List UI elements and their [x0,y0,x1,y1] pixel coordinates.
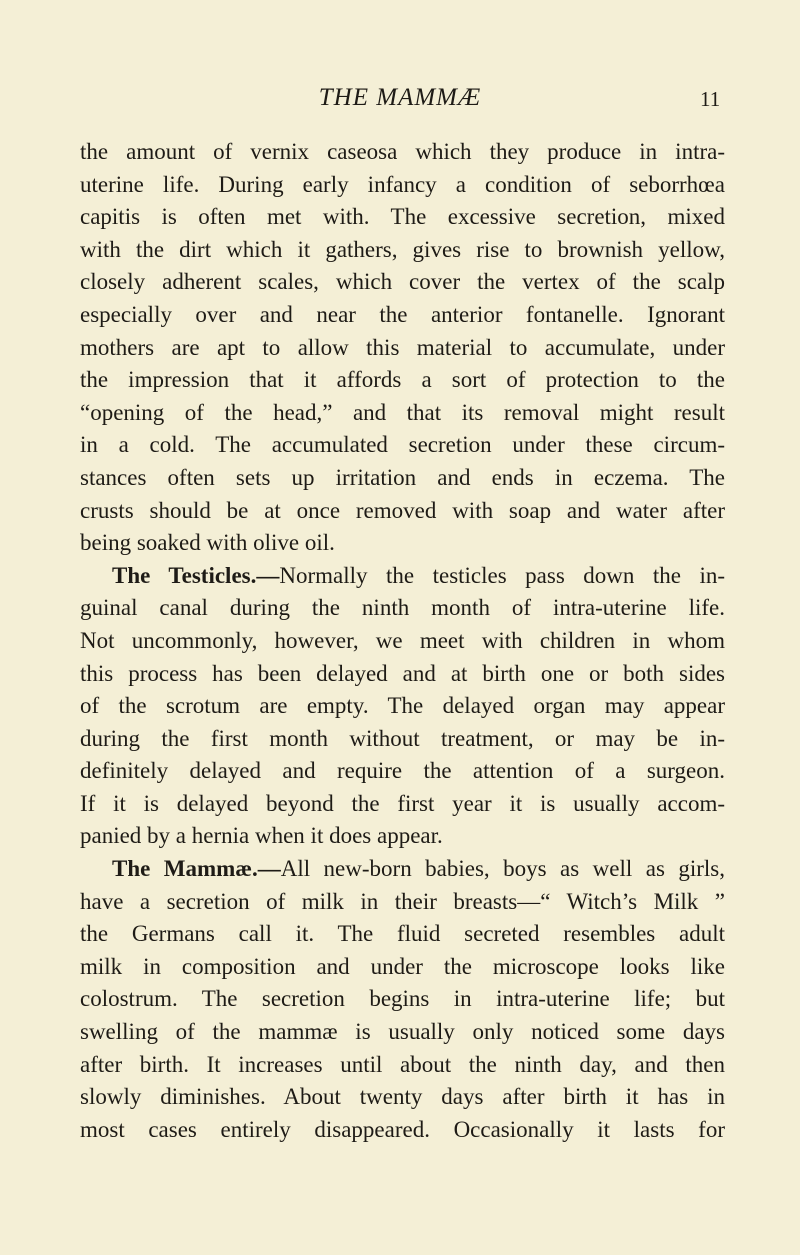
text-line: after birth. It increases until about the ninth day, and then [80,1051,725,1077]
text-line: of the scrotum are empty. The delayed organ may appear [80,693,725,719]
text-line: with the dirt which it gathers, gives rise to brownish yellow, [80,236,725,262]
paragraph-testicles-first-line [80,560,725,593]
text-line: the impression that it affords a sort of protection to the [80,367,725,393]
text-line: the Germans call it. The fluid secreted resembles adult [80,921,725,947]
text-line: definitely delayed and require the attention of a surgeon. [80,758,725,784]
text-line: being soaked with olive oil. [80,530,335,556]
section-heading-mammae: The Mammæ.— [112,856,281,882]
page-number: 11 [700,87,721,111]
running-title: THE MAMMÆ [318,84,482,111]
text-line: slowly diminishes. About twenty days after birth it has in [80,1084,725,1110]
text-line: stances often sets up irritation and ends in eczema. The [80,464,725,490]
text-line: closely adherent scales, which cover the vertex of the scalp [80,269,725,295]
text-line: Normally the testicles pass down the in- [279,562,726,588]
text-line: panied by a hernia when it does appear. [80,823,443,849]
text-line: the amount of vernix caseosa which they produce in intra- [80,139,725,164]
text-line: especially over and near the anterior fontanelle. Ignorant [80,301,725,327]
running-head [0,84,800,118]
text-line: capitis is often met with. The excessive secretion, mixed [80,204,725,230]
text-line: mothers are apt to allow this material to accumulate, under [80,334,725,360]
text-line: uterine life. During early infancy a condition of seborrhœa [80,171,725,197]
text-line: “opening of the head,” and that its removal might result [80,399,725,425]
text-line: have a secretion of milk in their breasts—“ Witch’s Milk ” [80,888,725,914]
text-line: guinal canal during the ninth month of intra-uterine life. [80,595,725,621]
text-line: swelling of the mammæ is usually only noticed some days [80,1019,725,1045]
text-line: All new-born babies, boys as well as girls, [280,856,725,882]
text-line: milk in composition and under the microscope looks like [80,953,725,979]
text-line: crusts should be at once removed with soap and water after [80,497,725,523]
text-line: in a cold. The accumulated secretion under these circum- [80,432,725,458]
text-line: this process has been delayed and at birth one or both sides [80,660,725,686]
paragraph-mammae-first-line [80,853,725,886]
text-line: Not uncommonly, however, we meet with children in whom [80,627,725,653]
text-line: If it is delayed beyond the first year it is usually accom- [80,790,725,816]
section-heading-testicles: The Testicles.— [112,562,280,588]
body-text [80,136,725,1146]
text-line: during the first month without treatment, or may be in- [80,725,725,751]
text-line: colostrum. The secretion begins in intra-uterine life; but [80,986,725,1012]
text-line: most cases entirely disappeared. Occasionally it lasts for [80,1116,725,1142]
